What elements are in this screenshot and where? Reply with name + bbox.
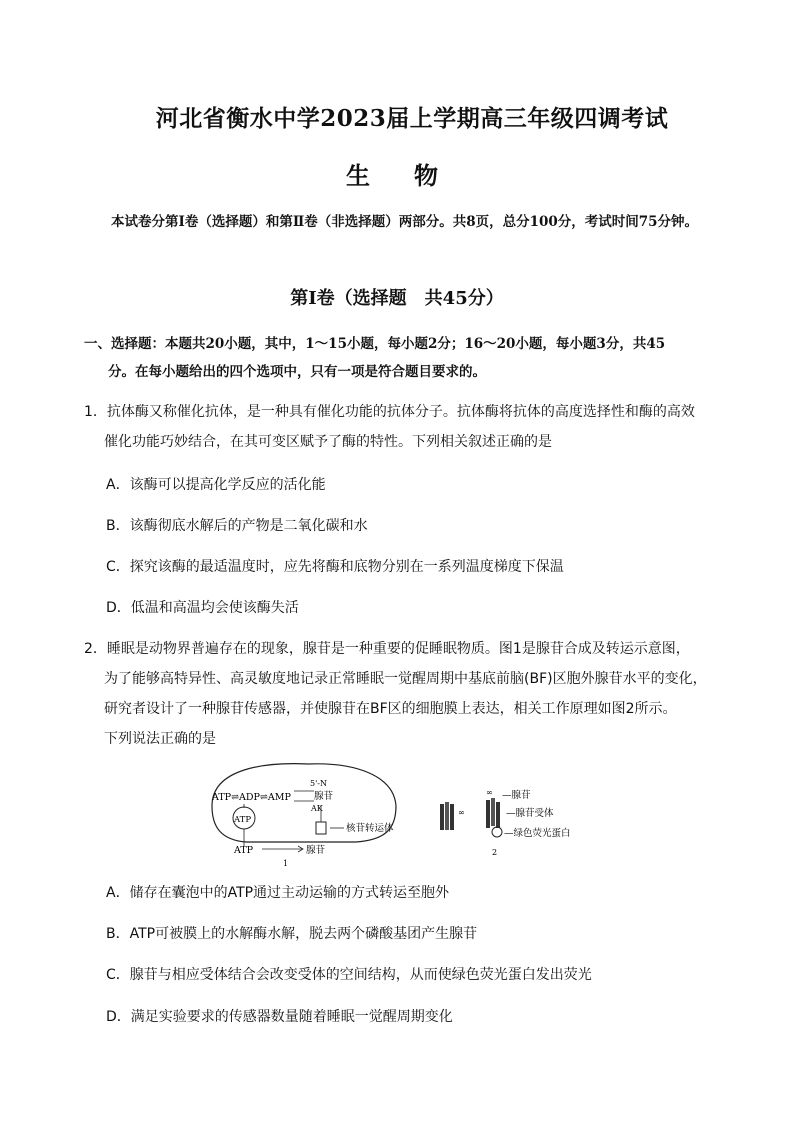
fig2-adenosine-molecule: ∞ — [486, 788, 493, 797]
fig1-atp-out: ATP — [234, 845, 254, 856]
fig2-label-adenosine: —腺苷 — [502, 790, 531, 801]
question-1-option-b: B．该酶彻底水解后的产物是二氧化碳和水 — [106, 518, 368, 534]
fig1-vesicle-atp: ATP — [234, 815, 252, 825]
fig2-label-gfp: —绿色荧光蛋白 — [504, 828, 571, 839]
question-2-figure — [206, 760, 586, 870]
question-1-stem — [84, 397, 714, 457]
exam-title: 河北省衡水中学2023届上学期高三年级四调考试 — [155, 105, 669, 132]
question-1-option-d: D．低温和高温均会使该酶失活 — [106, 600, 299, 616]
subject-title: 生 物 — [346, 161, 448, 190]
part-1-title: 第Ⅰ卷（选择题 共45分） — [290, 288, 504, 309]
fig1-transporter-box — [316, 822, 326, 834]
question-1-option-a: A．该酶可以提高化学反应的活化能 — [106, 477, 326, 493]
question-2-line-4: 下列说法正确的是 — [104, 731, 216, 747]
question-1-line-1: 1．抗体酶又称催化抗体，是一种具有催化功能的抗体分子。抗体酶将抗体的高度选择性和酶的高效 — [84, 404, 695, 420]
fig2-label-receptor: —腺苷受体 — [506, 808, 554, 819]
question-2-line-3: 研究者设计了一种腺苷传感器，并使腺苷在BF区的细胞膜上表达，相关工作原理如图2所示。 — [104, 701, 677, 717]
fig1-enzyme-ak: AK — [311, 804, 323, 813]
question-2-option-b: B．ATP可被膜上的水解酶水解，脱去两个磷酸基团产生腺苷 — [106, 926, 478, 942]
fig1-adenosine-out: 腺苷 — [306, 845, 326, 856]
question-2-option-d: D．满足实验要求的传感器数量随着睡眠一觉醒周期变化 — [106, 1009, 453, 1025]
fig1-adenosine-inner: 腺苷 — [314, 791, 334, 802]
question-2-option-c: C．腺苷与相应受体结合会改变受体的空间结构，从而使绿色荧光蛋白发出荧光 — [106, 967, 592, 983]
fig2-number: 2 — [492, 848, 498, 857]
figure-svg — [206, 760, 586, 870]
fig1-number: 1 — [283, 859, 289, 868]
fig1-enzyme-5n: 5'-N — [310, 779, 327, 788]
section-line-2: 分。在每小题给出的四个选项中，只有一项是符合题目要求的。 — [108, 364, 486, 380]
fig1-transporter-label: 核苷转运体 — [346, 823, 394, 834]
fig2-adenosine-molecule-left: ∞ — [458, 808, 465, 817]
exam-intro: 本试卷分第Ⅰ卷（选择题）和第Ⅱ卷（非选择题）两部分。共8页，总分100分，考试时间75分钟。 — [111, 214, 699, 230]
question-2-line-1: 2．睡眠是动物界普遍存在的现象，腺苷是一种重要的促睡眠物质。图1是腺苷合成及转运示意图， — [84, 641, 690, 657]
question-2-line-2: 为了能够高特异性、高灵敏度地记录正常睡眠一觉醒周期中基底前脑(BF)区胞外腺苷水平的变化， — [104, 671, 707, 687]
fig2-receptor-glyph — [440, 798, 502, 837]
section-line-1: 一、选择题：本题共20小题，其中，1～15小题，每小题2分；16～20小题，每小题3分，共45 — [84, 336, 666, 352]
question-2-stem — [84, 634, 714, 754]
question-1-line-2: 催化功能巧妙结合，在其可变区赋予了酶的特性。下列相关叙述正确的是 — [104, 434, 552, 450]
question-1-option-c: C．探究该酶的最适温度时，应先将酶和底物分别在一系列温度梯度下保温 — [106, 559, 564, 575]
section-instructions — [84, 330, 714, 386]
question-2-option-a: A．储存在囊泡中的ATP通过主动运输的方式转运至胞外 — [106, 885, 450, 901]
fig1-atp-chain: ATP⇌ADP⇌AMP — [212, 792, 291, 803]
